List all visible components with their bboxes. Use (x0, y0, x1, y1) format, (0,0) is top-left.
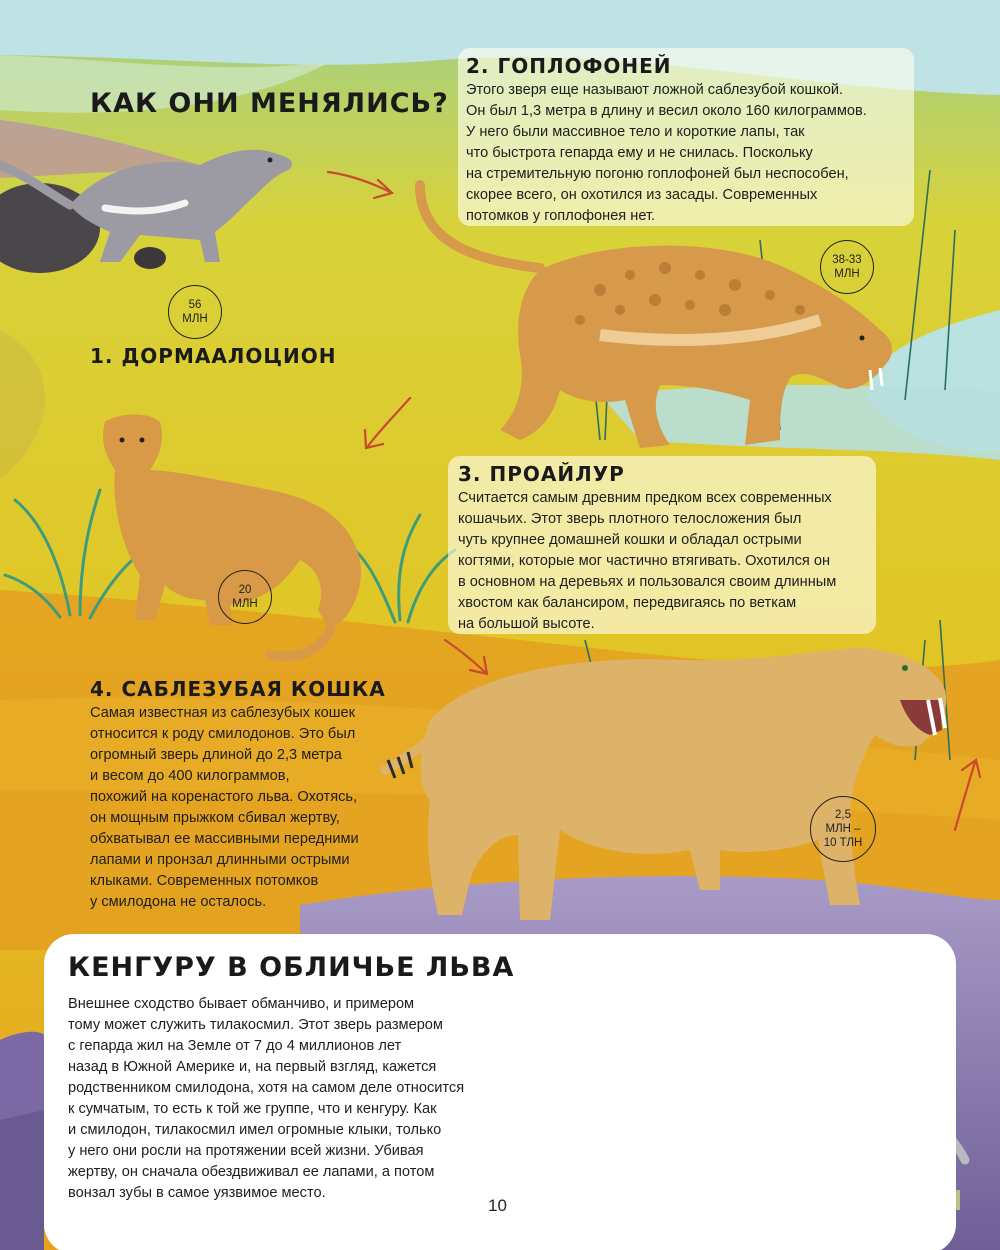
text-line: он мощным прыжком сбивал жертву, (90, 810, 340, 826)
text-line: похожий на коренастого льва. Охотясь, (90, 789, 358, 805)
text-line: скорее всего, он охотился из засады. Современных (466, 187, 818, 203)
text-line: клыками. Современных потомков (90, 873, 319, 889)
text-line: относится к роду смилодонов. Это был (90, 726, 356, 742)
text-line: Он был 1,3 метра в длину и весил около 160 килограммов. (466, 103, 867, 119)
page-number: 10 (488, 1196, 507, 1215)
sidebar-description (68, 994, 464, 1204)
sidebar-title: КЕНГУРУ В ОБЛИЧЬЕ ЛЬВА (68, 952, 515, 983)
text-line: лапами и пронзал длинными острыми (90, 852, 350, 868)
text-line: Самая известная из саблезубых кошек (90, 705, 355, 721)
text-line: на большой высоте. (458, 616, 595, 632)
text-line: у него они росли на протяжении всей жизни. Убивая (68, 1143, 424, 1159)
text-line: обхватывал ее массивными передними (90, 831, 359, 847)
text-line: жертву, он сначала обездвиживал ее лапами, а потом (68, 1164, 435, 1180)
age-badge-hoplophoneus: 38-33 МЛН (820, 240, 874, 294)
text-line: когтями, которые мог частично втягивать. Охотился он (458, 553, 831, 569)
text-line: и весом до 400 килограммов, (90, 768, 290, 784)
text-line: вонзал зубы в самое уязвимое место. (68, 1185, 326, 1201)
text-line: на стремительную погоню гоплофоней был неспособен, (466, 166, 849, 182)
proailurus-title: 3. ПРОАЙЛУР (458, 462, 625, 486)
text-line: к сумчатым, то есть к той же группе, что и кенгуру. Как (68, 1101, 437, 1117)
text-line: чуть крупнее домашней кошки и обладал острыми (458, 532, 802, 548)
text-line: у смилодона не осталось. (90, 894, 267, 910)
smilodon-description (90, 703, 359, 913)
text-line: Внешнее сходство бывает обманчиво, и примером (68, 996, 415, 1012)
age-badge-dormaalocyon: 56 МЛН (168, 285, 222, 339)
text-line: хвостом как балансиром, передвигаясь по веткам (458, 595, 797, 611)
smilodon-title: 4. САБЛЕЗУБАЯ КОШКА (90, 677, 386, 701)
text-line: Считается самым древним предком всех современных (458, 490, 832, 506)
text-line: тому может служить тилакосмил. Этот зверь размером (68, 1017, 443, 1033)
text-line: что быстрота гепарда ему и не снилась. Поскольку (466, 145, 813, 161)
text-line: огромный зверь длиной до 2,3 метра (90, 747, 342, 763)
proailurus-description (458, 488, 836, 635)
dormaalocyon-title: 1. ДОРМААЛОЦИОН (90, 344, 337, 368)
text-line: родственником смилодона, хотя на самом деле относится (68, 1080, 465, 1096)
page-title: КАК ОНИ МЕНЯЛИСЬ? (90, 88, 449, 119)
hoplophoneus-description (466, 80, 867, 227)
age-badge-proailurus: 20 МЛН (218, 570, 272, 624)
text-line: кошачьих. Этот зверь плотного телосложения был (458, 511, 802, 527)
text-line: Этого зверя еще называют ложной саблезубой кошкой. (466, 82, 844, 98)
text-line: с гепарда жил на Земле от 7 до 4 миллионов лет (68, 1038, 402, 1054)
text-line: назад в Южной Америке и, на первый взгляд, кажется (68, 1059, 437, 1075)
text-line: потомков у гоплофонея нет. (466, 208, 656, 224)
text-line: и смилодон, тилакосмил имел огромные клыки, только (68, 1122, 442, 1138)
text-line: в основном на деревьях и пользовался своим длинным (458, 574, 837, 590)
hoplophoneus-title: 2. ГОПЛОФОНЕЙ (466, 54, 672, 78)
text-line: У него были массивное тело и короткие лапы, так (466, 124, 805, 140)
age-badge-smilodon: 2,5 МЛН – 10 ТЛН (810, 796, 876, 862)
